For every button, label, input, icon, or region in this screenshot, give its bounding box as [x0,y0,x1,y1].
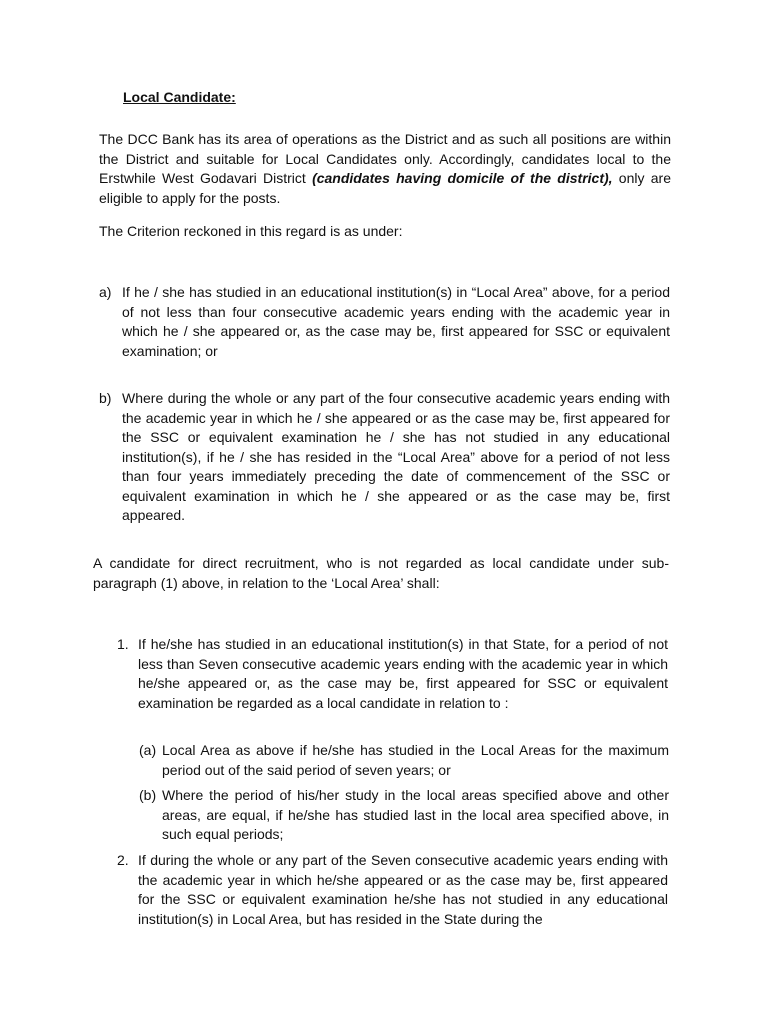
section-heading: Local Candidate: [123,89,236,105]
list-marker: (a) [139,742,157,758]
list-marker: 1. [117,636,129,652]
list-item-text: If during the whole or any part of the Seven consecutive academic years ending with the academic year in which he/she appeared or as the case may be, first appeared for the SSC or equivalent examination he/she has not studied in any educational institution(s) in Local Area, but has resided in the State during the [138,852,668,927]
list-marker: 2. [117,852,129,868]
list-item-text: If he / she has studied in an educational institution(s) in “Local Area” above, for a period of not less than four consecutive academic years ending with the academic year in which he / she appeared or, as the case may be, first appeared for SSC or equivalent examination; or [122,284,670,359]
intro-text-end: only are eligible to apply for the posts. [99,170,671,206]
list-item-text: Where the period of his/her study in the local areas specified above and other areas, are equal, if he/she has studied last in the local area specified above, in such equal periods; [162,787,669,842]
criterion-paragraph: The Criterion reckoned in this regard is as under: [99,223,403,239]
list-item-text: If he/she has studied in an educational institution(s) in that State, for a period of not less than Seven consecutive academic years ending with the academic year in which he/she appeared or, as the case may be, first appeared for SSC or equivalent examination be regarded as a local candidate in relation to : [138,636,668,711]
list-marker: a) [99,284,112,300]
direct-recruitment-paragraph: A candidate for direct recruitment, who is not regarded as local candidate under sub-paragraph (1) above, in relation to the ‘Local Area’ shall: [93,555,669,591]
intro-emphasis: (candidates having domicile of the district), [312,170,613,186]
list-item-text: Where during the whole or any part of the four consecutive academic years ending with the academic year in which he / she appeared or as the case may be, first appeared for the SSC or equivalent examination he / she has not studied in any educational institution(s), if he / she has resided in the “Local Area” above for a period of not less than four years immediately preceding the date of commencement of the SSC or equivalent examination in which he / she appeared or as the case may be, first appeared. [122,390,670,523]
list-item-text: Local Area as above if he/she has studied in the Local Areas for the maximum period out of the said period of seven years; or [162,742,669,778]
intro-text-start: The DCC Bank has its area of operations as the District and as such all positions are within the District and suitable for Local Candidates only. Accordingly, candidates local to the Erstwhile West Godavari District [99,131,671,186]
list-marker: (b) [139,787,157,803]
intro-paragraph [99,130,671,208]
list-marker: b) [99,390,112,406]
